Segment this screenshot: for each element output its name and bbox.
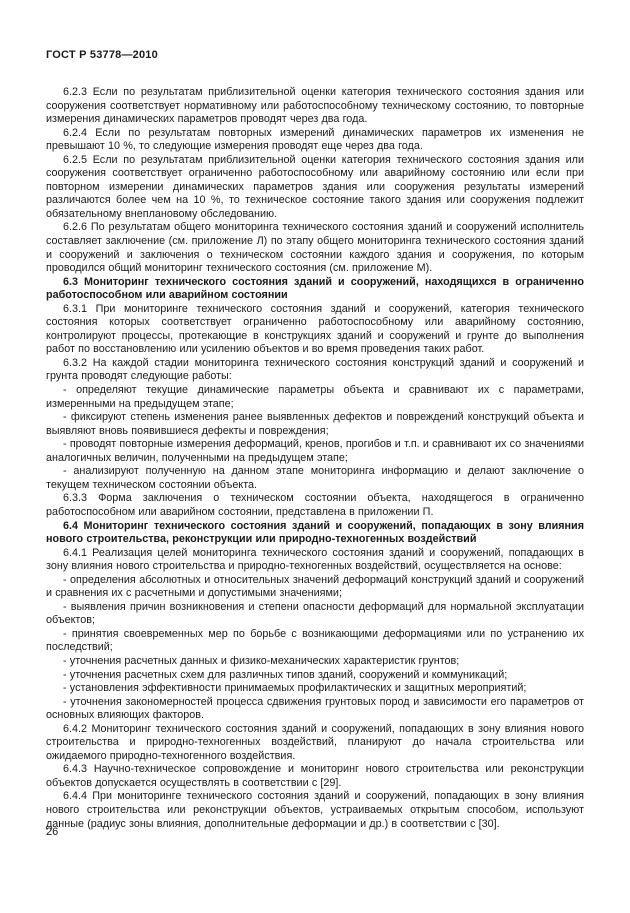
paragraph: 6.2.4 Если по результатам повторных измерений динамических параметров их изменения не превышают 10 %, то следующие измерения проводят еще через два года. [46, 126, 584, 153]
paragraph: 6.2.3 Если по результатам приблизительной оценки категория технического состояния здания или сооружения соответствует нормативному или работоспособному техническому состоянию, то повторные измерения динамических параметров проводят через два года. [46, 86, 584, 126]
section-heading: 6.3 Мониторинг технического состояния зданий и сооружений, находящихся в ограниченно работоспособном или аварийном состоянии [46, 275, 584, 302]
paragraph: 6.2.6 По результатам общего мониторинга технического состояния зданий и сооружений исполнитель составляет заключение (см. приложение Л) по этапу общего мониторинга технического состояния зданий и сооружений и заключения о техническом состоянии каждого здания и сооружения, по которым проводился общий мониторинг технического состояния (см. приложение М). [46, 221, 584, 275]
paragraph: 6.3.1 При мониторинге технического состояния зданий и сооружений, категория технического состояния которых соответствует ограниченно работоспособному или аварийному состоянию, контролируют процессы, протекающие в конструкциях зданий и сооружений и грунте до выполнения работ по восстановлению или усилению объектов и во время проведения таких работ. [46, 302, 584, 356]
paragraph: 6.2.5 Если по результатам приблизительной оценки категория технического состояния здания или сооружения соответствует ограниченно работоспособному или аварийному состоянию или если при повторном измерении динамических параметров здания или сооружения результаты измерений различаются более чем на 10 %, то техническое состояние такого здания или сооружения подлежит обязательному внеплановому обследованию. [46, 153, 584, 220]
paragraph: 6.3.3 Форма заключения о техническом состоянии объекта, находящегося в ограниченно работоспособном или аварийном состоянии, представлена в приложении П. [46, 492, 584, 518]
paragraph: 6.3.2 На каждой стадии мониторинга технического состояния конструкций зданий и сооружений и грунта проводят следующие работы: [46, 356, 584, 383]
paragraph: - принятия своевременных мер по борьбе с возникающими деформациями или по устранению их последствий; [46, 627, 584, 654]
paragraph: - установления эффективности принимаемых профилактических и защитных мероприятий; [63, 682, 527, 695]
paragraph: - уточнения расчетных схем для различных типов зданий, сооружений и коммуникаций; [63, 668, 508, 681]
paragraph: - определяют текущие динамические параметры объекта и сравнивают их с параметрами, измеренными на предыдущем этапе; [46, 384, 584, 410]
section-heading: 6.4 Мониторинг технического состояния зданий и сооружений, попадающих в зону влияния нового строительства, реконструкции или природно-техногенных воздействий [46, 519, 584, 546]
paragraph: 6.4.2 Мониторинг технического состояния зданий и сооружений, попадающих в зону влияния нового строительства и природно-техногенных воздействий, планируют до начала строительства или ожидаемого природно-техногенного воздействия. [46, 722, 584, 762]
paragraph: - уточнения закономерностей процесса сдвижения грунтовых пород и зависимости его параметров от основных влияющих факторов. [46, 695, 584, 722]
paragraph: - определения абсолютных и относительных значений деформаций конструкций зданий и сооружений и сравнения их с расчетными и допустимыми значениями; [46, 573, 584, 600]
paragraph: - фиксируют степень изменения ранее выявленных дефектов и повреждений конструкций объекта и выявляют вновь появившиеся дефекты и повреждения; [46, 411, 584, 437]
paragraph: - анализируют полученную на данном этапе мониторинга информацию и делают заключение о текущем техническом состоянии объекта. [46, 465, 584, 491]
document-body [46, 86, 584, 831]
document-title: ГОСТ Р 53778—2010 [46, 49, 158, 61]
paragraph: 6.4.4 При мониторинге технического состояния зданий и сооружений, попадающих в зону влияния нового строительства или реконструкции объектов, устраиваемых открытым способом, используют данные (радиус зоны влияния, дополнительные деформации и др.) в соответствии с [30]. [46, 790, 584, 830]
paragraph: - уточнения расчетных данных и физико-механических характеристик грунтов; [63, 654, 460, 667]
paragraph: - проводят повторные измерения деформаций, кренов, прогибов и т.п. и сравнивают их со значениями аналогичных величин, полученными на предыдущем этапе; [46, 438, 584, 464]
paragraph: 6.4.3 Научно-техническое сопровождение и мониторинг нового строительства или реконструкции объектов допускается осуществлять в соответствии с [29]. [46, 763, 584, 789]
paragraph: 6.4.1 Реализация целей мониторинга технического состояния зданий и сооружений, попадающих в зону влияния нового строительства и природно-техногенных воздействий, осуществляется на основе: [46, 546, 584, 573]
paragraph: - выявления причин возникновения и степени опасности деформаций для нормальной эксплуатации объектов; [46, 600, 584, 627]
page-number: 26 [46, 826, 59, 838]
